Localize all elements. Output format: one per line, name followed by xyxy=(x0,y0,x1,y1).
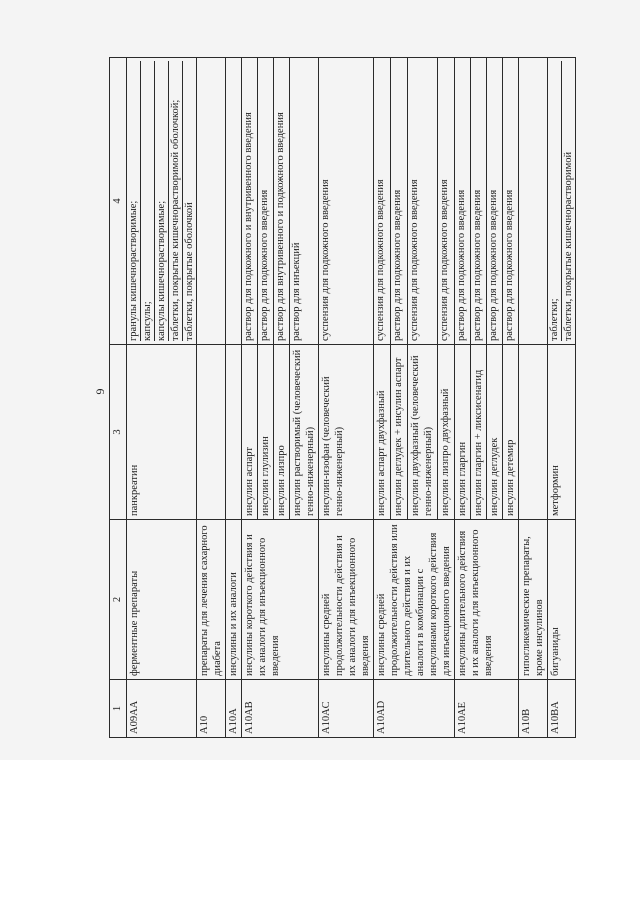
table-row xyxy=(127,58,197,738)
column-header-1: 1 xyxy=(110,680,127,738)
atc-code-cell: A09AA xyxy=(127,680,197,738)
header-row xyxy=(110,58,127,738)
drug-name-cell: инсулин лизпро двухфазный xyxy=(438,345,455,520)
table-row xyxy=(226,58,242,738)
drug-name-cell xyxy=(519,345,548,520)
drug-name-cell: инсулин аспарт двухфазный xyxy=(374,345,391,520)
dosage-forms-cell xyxy=(290,58,319,345)
drug-name-cell xyxy=(197,345,226,520)
drug-name-cell: инсулин растворимый (человеческий генно-инженерный) xyxy=(290,345,319,520)
dosage-forms-cell xyxy=(455,58,471,345)
dosage-form-line: раствор для подкожного введения xyxy=(504,189,515,341)
group-name-cell: инсулины короткого действия и их аналоги для инъекционного введения xyxy=(242,520,319,680)
drug-name-cell: инсулин-изофан (человеческий генно-инженерный) xyxy=(319,345,374,520)
atc-code-cell: A10A xyxy=(226,680,242,738)
table-row xyxy=(319,58,374,738)
dosage-form-line: суспензия для подкожного введения xyxy=(408,179,420,341)
dosage-forms-cell xyxy=(127,58,197,345)
drug-name-cell: инсулин лизпро xyxy=(274,345,290,520)
dosage-form-line: таблетки, покрытые оболочкой xyxy=(182,61,196,341)
column-header-4: 4 xyxy=(110,58,127,345)
table-row xyxy=(519,58,548,738)
table-row xyxy=(548,58,576,738)
dosage-forms-cell xyxy=(438,58,455,345)
dosage-forms-cell xyxy=(242,58,258,345)
dosage-form-line: суспензия для подкожного введения xyxy=(375,179,386,341)
group-name-cell: бигуаниды xyxy=(548,520,576,680)
column-header-3: 3 xyxy=(110,345,127,520)
atc-code-cell: A10 xyxy=(197,680,226,738)
drug-name-cell: инсулин гларгин + ликсисенатид xyxy=(471,345,487,520)
group-name-cell: гипогликемические препараты, кроме инсулинов xyxy=(519,520,548,680)
drug-name-cell: инсулин деглудек xyxy=(487,345,503,520)
dosage-forms-cell xyxy=(274,58,290,345)
dosage-form-line: таблетки, покрытые кишечнорастворимой оболочкой; xyxy=(168,61,182,341)
page-number: 6 xyxy=(93,388,108,395)
atc-code-cell: A10AE xyxy=(455,680,519,738)
atc-code-cell: A10AB xyxy=(242,680,319,738)
dosage-forms-cell xyxy=(390,58,407,345)
drug-name-cell xyxy=(226,345,242,520)
drug-name-cell: инсулин детемир xyxy=(503,345,519,520)
dosage-form-line: капсулы кишечнорастворимые; xyxy=(154,61,168,341)
atc-code-cell: A10B xyxy=(519,680,548,738)
group-name-cell: инсулины средней продолжительности действия и их аналоги для инъекционного введения xyxy=(319,520,374,680)
drug-name-cell: инсулин двухфазный (человеческий генно-инженерный) xyxy=(407,345,438,520)
dosage-form-line: раствор для внутривенного и подкожного введения xyxy=(275,112,286,341)
dosage-forms-cell xyxy=(319,58,374,345)
dosage-form-line: раствор для подкожного введения xyxy=(456,189,467,341)
dosage-forms-cell xyxy=(519,58,548,345)
dosage-forms-cell xyxy=(471,58,487,345)
drug-name-cell: панкреатин xyxy=(127,345,197,520)
drug-list-table xyxy=(109,57,576,738)
dosage-forms-cell xyxy=(197,58,226,345)
dosage-forms-cell xyxy=(258,58,274,345)
dosage-form-line: раствор для подкожного и внутривенного введения xyxy=(243,112,254,341)
dosage-form-line: суспензия для подкожного введения xyxy=(439,179,451,341)
dosage-form-line: раствор для подкожного введения xyxy=(472,189,483,341)
atc-code-cell: A10BA xyxy=(548,680,576,738)
atc-code-cell: A10AD xyxy=(374,680,455,738)
dosage-forms-cell xyxy=(407,58,438,345)
dosage-form-line: суспензия для подкожного введения xyxy=(320,179,331,341)
table-row xyxy=(455,58,471,738)
dosage-form-line: раствор для подкожного введения xyxy=(488,189,499,341)
dosage-forms-cell xyxy=(226,58,242,345)
dosage-form-line: раствор для подкожного введения xyxy=(259,189,270,341)
dosage-form-line: таблетки, покрытые кишечнорастворимой xyxy=(561,61,575,341)
drug-name-cell: инсулин гларгин xyxy=(455,345,471,520)
dosage-form-line: таблетки; xyxy=(549,298,560,341)
dosage-forms-cell xyxy=(503,58,519,345)
atc-code-cell: A10AC xyxy=(319,680,374,738)
dosage-form-line: капсулы; xyxy=(140,61,154,341)
rotated-document xyxy=(109,58,611,738)
group-name-cell: ферментные препараты xyxy=(127,520,197,680)
group-name-cell: инсулины длительного действия и их аналоги для инъекционного введения xyxy=(455,520,519,680)
page-margin xyxy=(0,760,640,905)
drug-name-cell: инсулин деглудек + инсулин аспарт xyxy=(390,345,407,520)
group-name-cell: препараты для лечения сахарного диабета xyxy=(197,520,226,680)
table-row xyxy=(242,58,258,738)
dosage-form-line: раствор для подкожного введения xyxy=(391,189,403,341)
drug-name-cell: инсулин аспарт xyxy=(242,345,258,520)
group-name-cell: инсулины и их аналоги xyxy=(226,520,242,680)
group-name-cell: инсулины средней продолжительности действия или длительного действия и их аналоги в комбинации с инсулинами короткого действия для инъекционного введения xyxy=(374,520,455,680)
dosage-forms-cell xyxy=(548,58,576,345)
dosage-form-line: раствор для инъекций xyxy=(291,242,302,341)
dosage-forms-cell xyxy=(374,58,391,345)
drug-name-cell: метформин xyxy=(548,345,576,520)
table-row xyxy=(197,58,226,738)
column-header-2: 2 xyxy=(110,520,127,680)
dosage-form-line: гранулы кишечнорастворимые; xyxy=(128,200,139,341)
dosage-forms-cell xyxy=(487,58,503,345)
drug-name-cell: инсулин глулизин xyxy=(258,345,274,520)
table-body xyxy=(110,58,576,738)
table-row xyxy=(374,58,391,738)
